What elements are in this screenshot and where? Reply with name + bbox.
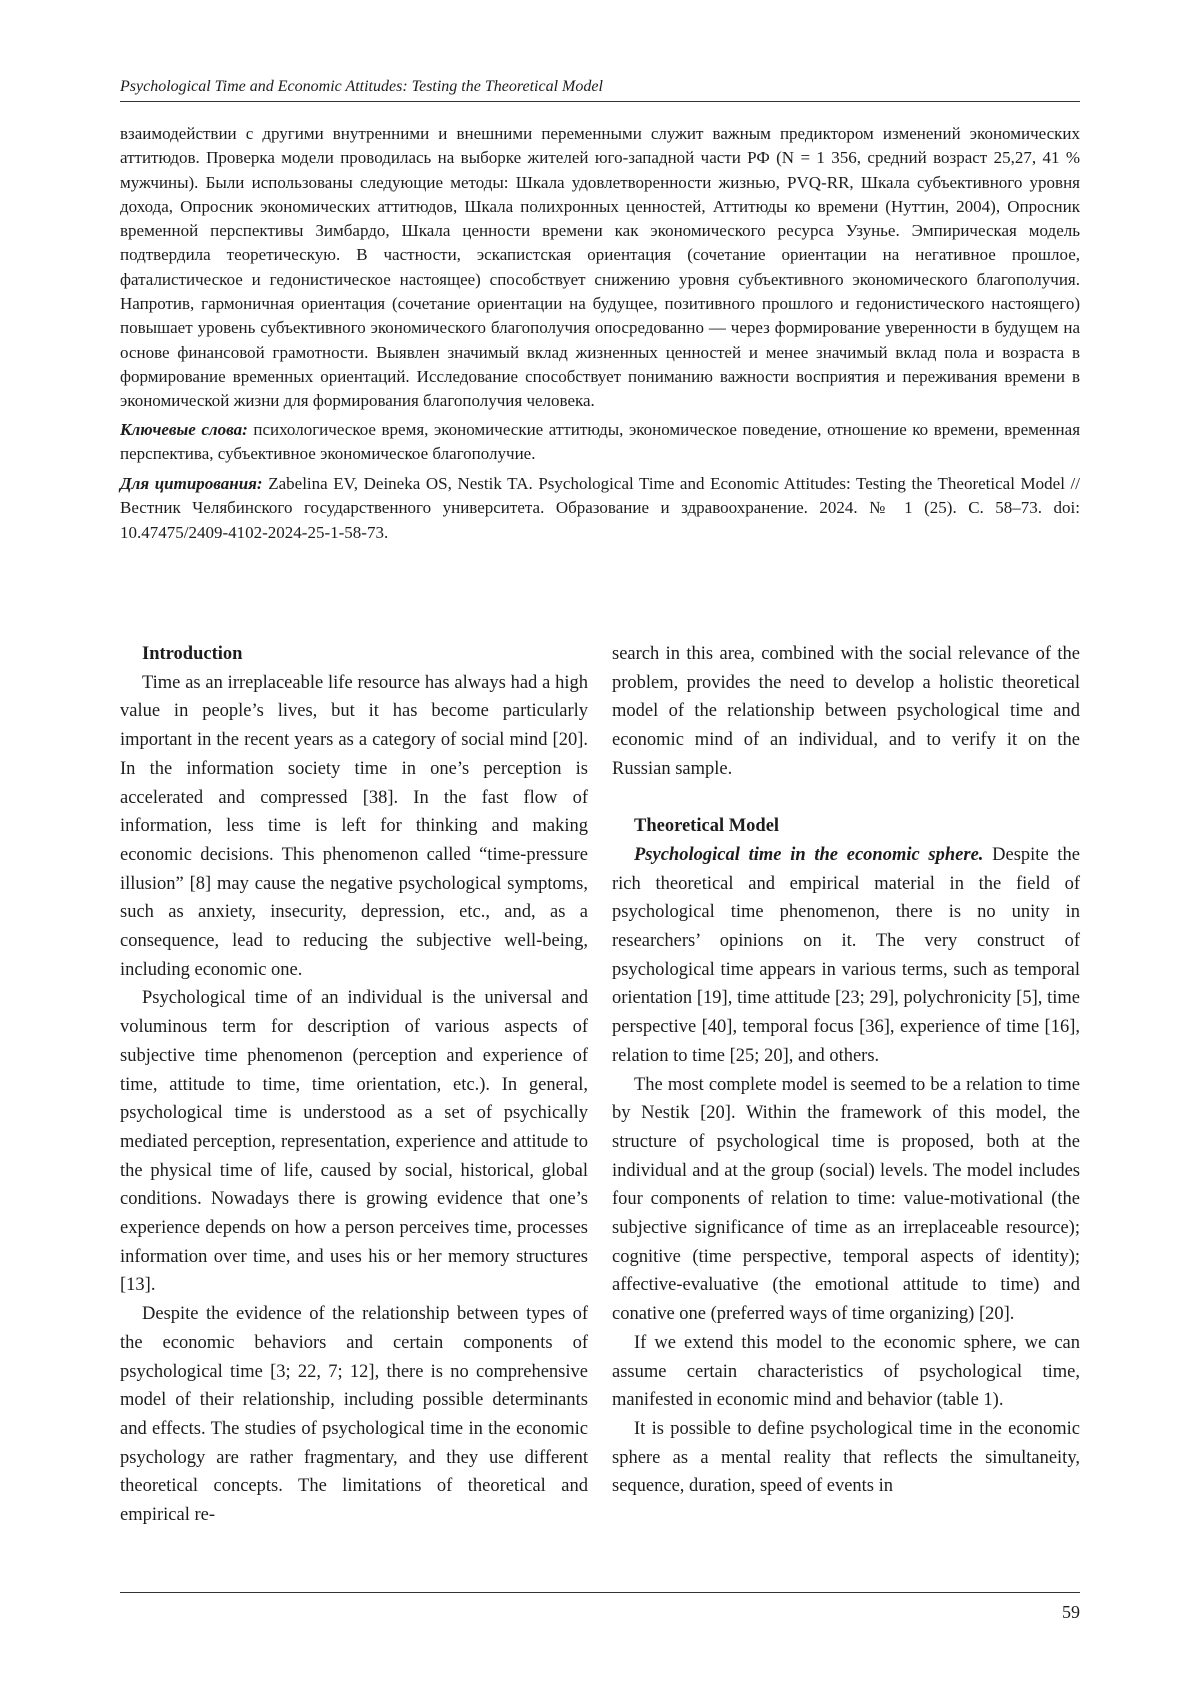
- footer-rule: [120, 1592, 1080, 1593]
- keywords-label: Ключевые слова:: [120, 419, 248, 439]
- keywords-text: психологическое время, экономические аттитюды, экономическое поведение, отношение ко времени, временная перспектива, субъективное экономическое благополучие.: [120, 419, 1081, 463]
- lead-paragraph: [612, 841, 1080, 1071]
- page-number: 59: [1062, 1602, 1080, 1622]
- paragraph-continuation: search in this area, combined with the social relevance of the problem, provides the need to develop a holistic theoretical model of the relationship between psychological time and economic mind of an individual, and to verify it on the Russian sample.: [612, 644, 1080, 779]
- abstract-block: [120, 122, 1080, 545]
- section-gap: [612, 784, 1080, 813]
- paragraph: Time as an irreplaceable life resource has always had a high value in people’s lives, but it has become particularly important in the recent years as a category of social mind [20]. In the information society time in one’s perception is accelerated and compressed [38]. In the fast flow of information, less time is left for thinking and making economic decisions. This phenomenon called “time-pressure illusion” [8] may cause the negative psychological symptoms, such as anxiety, insecurity, depression, etc., and, as a consequence, lead to reducing the subjective well-being, including economic one.: [120, 672, 588, 980]
- paragraph: The most complete model is seemed to be a relation to time by Nestik [20]. Within the framework of this model, the structure of psychological time is proposed, both at the individual and at the group (social) levels. The model includes four components of relation to time: value-motivational (the subjective significance of time as an irreplaceable resource); cognitive (time perspective, temporal aspects of identity); affective-evaluative (the emotional attitude to time) and conative one (preferred ways of time organizing) [20].: [612, 1074, 1080, 1325]
- running-head: Psychological Time and Economic Attitudes: Testing the Theoretical Model: [120, 78, 1080, 102]
- abstract-text: взаимодействии с другими внутренними и внешними переменными служит важным предиктором изменений экономических аттитюдов. Проверка модели проводилась на выборке жителей юго-западной части РФ (N = 1 356, средний возраст 25,27, 41 % мужчины). Были использованы следующие методы: Шкала удовлетворенности жизнью, PVQ-RR, Шкала субъективного уровня дохода, Опросник экономических аттитюдов, Шкала полихронных ценностей, Аттитюды ко времени (Нуттин, 2004), Опросник временной перспективы Зимбардо, Шкала ценности времени как экономического ресурса Узунье. Эмпирическая модель подтвердила теоретическую. В частности, эскапистская ориентация (сочетание ориентации на негативное прошлое, фаталистическое и гедонистическое настоящее) способствует снижению уровня субъективного экономического благополучия. Напротив, гармоничная ориентация (сочетание ориентации на будущее, позитивного прошлого и гедонистического настоящего) повышает уровень субъективного экономического благополучия опосредованно — через формирование уверенности в будущем на основе финансовой грамотности. Выявлен значимый вклад жизненных ценностей и менее значимый вклад пола и возраста в формирование временных ориентаций. Исследование способствует пониманию важности восприятия и переживания времени в экономической жизни для формирования благополучия человека.: [120, 124, 1080, 411]
- keywords: [120, 418, 1080, 467]
- lead-paragraph-text: Despite the rich theoretical and empirical material in the field of psychological time phenomenon, there is no unity in researchers’ opinions on it. The very construct of psychological time appears in various terms, such as temporal orientation [19], time attitude [23; 29], polychronicity [5], time perspective [40], temporal focus [36], experience of time [16], relation to time [25; 20], and others.: [612, 844, 1080, 1066]
- citation-label: Для цитирования:: [120, 474, 263, 494]
- right-column: [612, 640, 1080, 1501]
- section-heading-theoretical-model: Theoretical Model: [634, 816, 780, 837]
- section-heading-introduction: Introduction: [142, 644, 243, 664]
- left-column: [120, 640, 588, 1530]
- citation-text: Zabelina EV, Deineka OS, Nestik TA. Psychological Time and Economic Attitudes: Testing the Theoretical Model // Вестник Челябинского государственного университета. Образование и здравоохранение. 2024. № 1 (25). С. 58–73. doi: 10.47475/2409-4102-2024-25-1-58-73.: [120, 474, 1081, 542]
- paragraph: It is possible to define psychological time in the economic sphere as a mental reality that reflects the simultaneity, sequence, duration, speed of events in: [612, 1418, 1080, 1497]
- paragraph: Despite the evidence of the relationship between types of the economic behaviors and certain components of psychological time [3; 22, 7; 12], there is no comprehensive model of their relationship, including possible determinants and effects. The studies of psychological time in the economic psychology are rather fragmentary, and they use different theoretical concepts. The limitations of theoretical and empirical re-: [120, 1304, 588, 1526]
- lead-in: Psychological time in the economic sphere.: [634, 844, 984, 865]
- citation: [120, 472, 1080, 545]
- paragraph: If we extend this model to the economic sphere, we can assume certain characteristics of psychological time, manifested in economic mind and behavior (table 1).: [612, 1332, 1080, 1411]
- paragraph: Psychological time of an individual is the universal and voluminous term for description of various aspects of subjective time phenomenon (perception and experience of time, attitude to time, time orientation, etc.). In general, psychological time is understood as a set of psychically mediated perception, representation, experience and attitude to the physical time of life, caused by social, historical, global conditions. Nowadays there is growing evidence that one’s experience depends on how a person perceives time, processes information over time, and uses his or her memory structures [13].: [120, 988, 588, 1296]
